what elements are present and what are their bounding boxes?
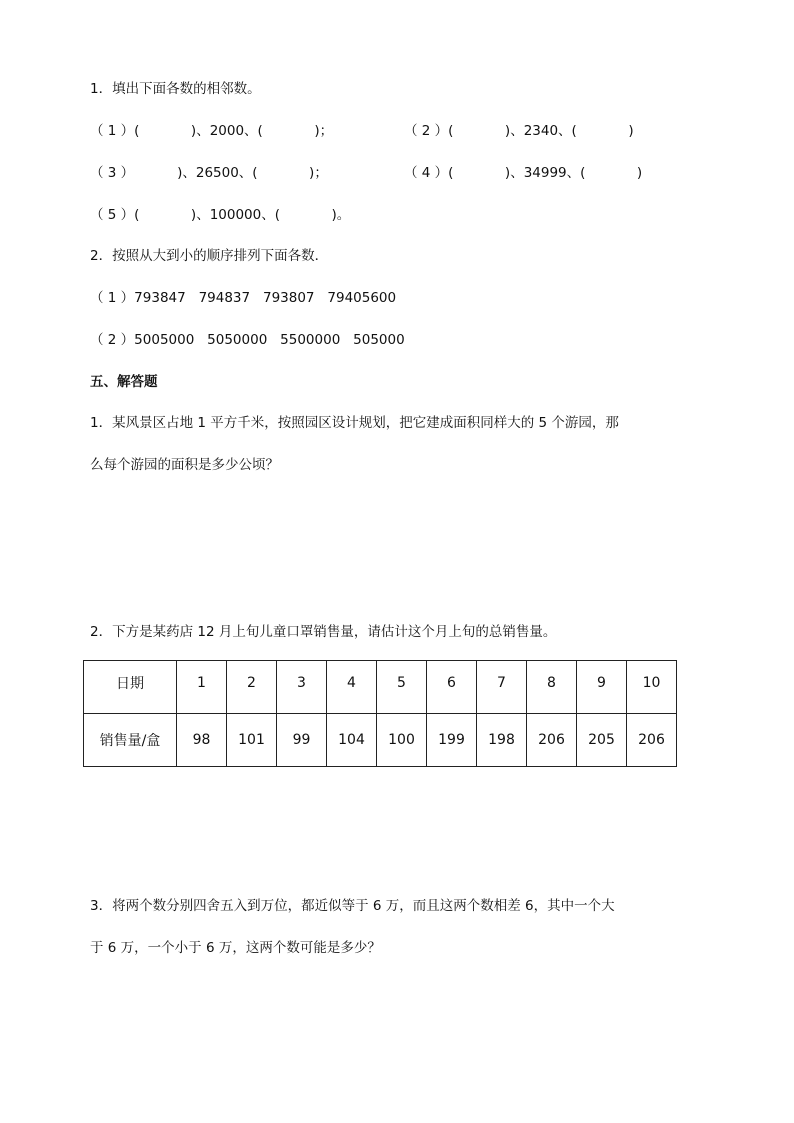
table-cell: 104 <box>327 714 377 767</box>
table-cell: 206 <box>527 714 577 767</box>
problem-1-line-2: 么每个游园的面积是多少公顷？ <box>90 457 279 473</box>
table-cell: 198 <box>477 714 527 767</box>
q1-item-4: （ 4 ）( )、34999、( ) <box>404 165 643 181</box>
table-cell: 205 <box>577 714 627 767</box>
table-row-sales <box>84 714 677 767</box>
problem-3-line-1: 3．将两个数分别四舍五入到万位，都近似等于 6 万，而且这两个数相差 6，其中一个大 <box>90 898 615 914</box>
q1-item-5: （ 5 ）( )、100000、( )。 <box>90 207 351 223</box>
table-cell: 1 <box>177 661 227 714</box>
table-cell: 5 <box>377 661 427 714</box>
q1-item-3: （ 3 ） )、26500、( )； <box>90 165 328 181</box>
table-cell: 199 <box>427 714 477 767</box>
table-cell: 3 <box>277 661 327 714</box>
table-row-dates <box>84 661 677 714</box>
q2-line-1: （ 1 ）793847 794837 793807 79405600 <box>90 290 397 306</box>
section-heading: 五、解答题 <box>90 374 158 390</box>
table-header-sales: 销售量/盒 <box>84 714 177 767</box>
table-cell: 10 <box>627 661 677 714</box>
table-cell: 98 <box>177 714 227 767</box>
table-cell: 101 <box>227 714 277 767</box>
q2-title: 2．按照从大到小的顺序排列下面各数． <box>90 248 329 264</box>
sales-table <box>83 660 677 767</box>
q2-line-2: （ 2 ）5005000 5050000 5500000 505000 <box>90 332 405 348</box>
problem-3-line-2: 于 6 万，一个小于 6 万，这两个数可能是多少？ <box>90 940 381 956</box>
table-cell: 8 <box>527 661 577 714</box>
problem-1-line-1: 1．某风景区占地 1 平方千米，按照园区设计规划，把它建成面积同样大的 5 个游园，那 <box>90 415 619 431</box>
table-cell: 99 <box>277 714 327 767</box>
table-cell: 2 <box>227 661 277 714</box>
q1-item-1: （ 1 ）( )、2000、( )； <box>90 123 334 139</box>
table-cell: 4 <box>327 661 377 714</box>
table-cell: 7 <box>477 661 527 714</box>
table-cell: 100 <box>377 714 427 767</box>
table-cell: 206 <box>627 714 677 767</box>
table-header-date: 日期 <box>84 661 177 714</box>
table-cell: 9 <box>577 661 627 714</box>
table-cell: 6 <box>427 661 477 714</box>
q1-title: 1．填出下面各数的相邻数。 <box>90 81 261 97</box>
problem-2-line-1: 2．下方是某药店 12 月上旬儿童口罩销售量，请估计这个月上旬的总销售量。 <box>90 624 557 640</box>
q1-item-2: （ 2 ）( )、2340、( ) <box>404 123 634 139</box>
